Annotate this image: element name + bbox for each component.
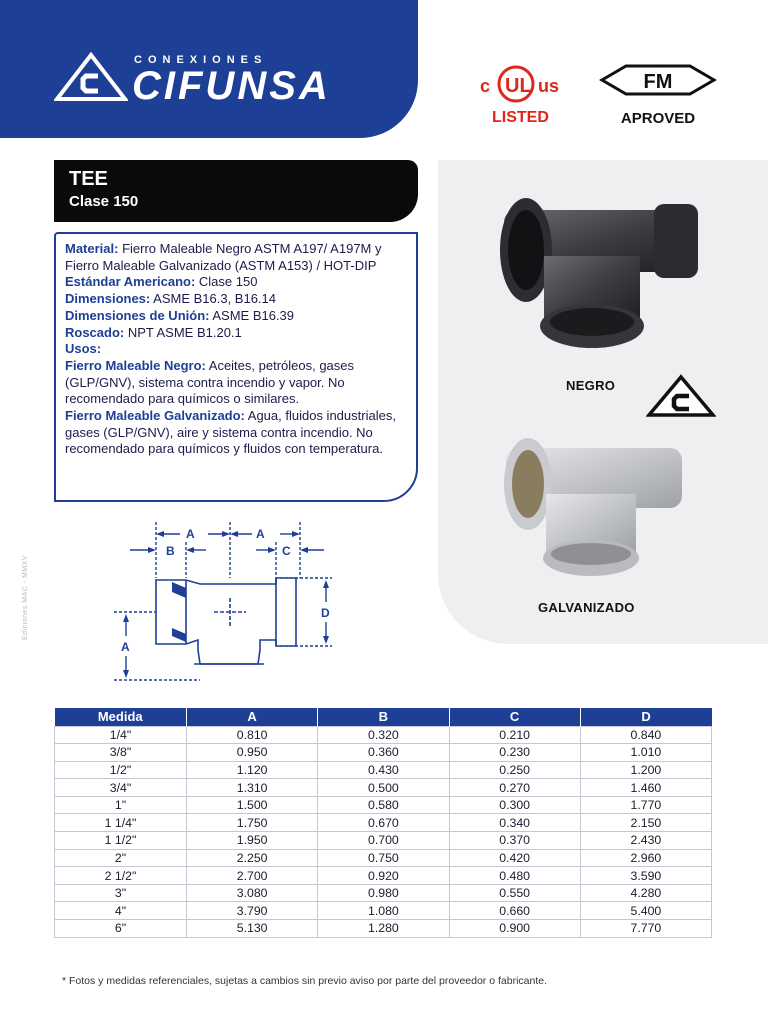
cell-a: 1.310 bbox=[187, 779, 318, 797]
cell-a: 1.950 bbox=[187, 832, 318, 850]
cell-b: 0.580 bbox=[318, 796, 449, 814]
dim-label-a-left: A bbox=[186, 527, 195, 541]
cell-b: 0.430 bbox=[318, 761, 449, 779]
table-header-row bbox=[55, 708, 712, 726]
cell-d: 2.430 bbox=[580, 832, 711, 850]
tee-dimension-diagram bbox=[110, 518, 350, 698]
table-row bbox=[55, 796, 712, 814]
cell-b: 0.920 bbox=[318, 867, 449, 885]
cell-b: 0.980 bbox=[318, 884, 449, 902]
cell-a: 5.130 bbox=[187, 920, 318, 938]
table-row bbox=[55, 920, 712, 938]
cell-a: 1.750 bbox=[187, 814, 318, 832]
cell-medida: 6" bbox=[55, 920, 187, 938]
header-band bbox=[0, 0, 418, 138]
cell-b: 0.500 bbox=[318, 779, 449, 797]
cell-medida: 1 1/2" bbox=[55, 832, 187, 850]
cell-c: 0.550 bbox=[449, 884, 580, 902]
cell-c: 0.270 bbox=[449, 779, 580, 797]
dim-label-a-vertical: A bbox=[121, 640, 130, 654]
cell-d: 5.400 bbox=[580, 902, 711, 920]
table-row bbox=[55, 884, 712, 902]
spec-thread: Roscado: NPT ASME B1.20.1 bbox=[65, 324, 242, 340]
cell-medida: 4" bbox=[55, 902, 187, 920]
header-c: C bbox=[449, 708, 580, 726]
table-row bbox=[55, 779, 712, 797]
header-a: A bbox=[187, 708, 318, 726]
cell-medida: 1" bbox=[55, 796, 187, 814]
footnote: * Fotos y medidas referenciales, sujetas a cambios sin previo aviso por parte del proveedor o fabricante. bbox=[62, 975, 547, 987]
triangle-c-small-logo-icon bbox=[646, 374, 716, 418]
fm-text: FM bbox=[643, 71, 673, 93]
cell-d: 7.770 bbox=[580, 920, 711, 938]
table-row bbox=[55, 867, 712, 885]
cell-b: 1.080 bbox=[318, 902, 449, 920]
cell-b: 1.280 bbox=[318, 920, 449, 938]
header-d: D bbox=[580, 708, 711, 726]
brand-subtitle: CONEXIONES bbox=[134, 54, 268, 66]
cell-c: 0.250 bbox=[449, 761, 580, 779]
spec-black-uses: Fierro Maleable Negro: Aceites, petróleos, gases (GLP/GNV), sistema contra incendio y vapor. No recomendado para químicos o similares. bbox=[65, 357, 355, 407]
spec-standard: Estándar Americano: Clase 150 bbox=[65, 274, 258, 290]
cell-d: 1.770 bbox=[580, 796, 711, 814]
cell-c: 0.230 bbox=[449, 744, 580, 762]
product-title-band bbox=[54, 160, 418, 222]
header-medida: Medida bbox=[55, 708, 187, 726]
cell-b: 0.670 bbox=[318, 814, 449, 832]
cell-c: 0.300 bbox=[449, 796, 580, 814]
cell-a: 2.700 bbox=[187, 867, 318, 885]
brand-name: CIFUNSA bbox=[132, 64, 331, 108]
cell-a: 3.080 bbox=[187, 884, 318, 902]
spec-material: Material: Fierro Maleable Negro ASTM A197/ A197M y Fierro Maleable Galvanizado (ASTM A153) / HOT-DIP bbox=[65, 241, 382, 273]
cell-c: 0.660 bbox=[449, 902, 580, 920]
spec-union: Dimensiones de Unión: ASME B16.39 bbox=[65, 307, 295, 323]
dim-label-d: D bbox=[321, 606, 330, 620]
dim-label-a-right: A bbox=[256, 527, 265, 541]
cell-d: 3.590 bbox=[580, 867, 711, 885]
cell-medida: 1/4" bbox=[55, 726, 187, 744]
cell-b: 0.320 bbox=[318, 726, 449, 744]
fm-aproved-text: APROVED bbox=[620, 110, 696, 127]
spec-galv-uses: Fierro Maleable Galvanizado: Agua, fluidos industriales, gases (GLP/GNV), aire y sistema contra incendio. No recomendado para químicos y fluidos con temperatura. bbox=[65, 408, 396, 457]
table-row bbox=[55, 761, 712, 779]
cell-medida: 3" bbox=[55, 884, 187, 902]
cell-c: 0.420 bbox=[449, 849, 580, 867]
cell-medida: 1 1/4" bbox=[55, 814, 187, 832]
cell-b: 0.360 bbox=[318, 744, 449, 762]
cell-a: 3.790 bbox=[187, 902, 318, 920]
cell-medida: 2 1/2" bbox=[55, 867, 187, 885]
ul-listed-text: LISTED bbox=[492, 109, 549, 126]
dim-label-c: C bbox=[282, 544, 291, 558]
cell-a: 2.250 bbox=[187, 849, 318, 867]
ul-listed-mark bbox=[478, 62, 568, 128]
product-subtitle: Clase 150 bbox=[69, 193, 139, 210]
cell-medida: 3/8" bbox=[55, 744, 187, 762]
table-row bbox=[55, 726, 712, 744]
cell-a: 1.120 bbox=[187, 761, 318, 779]
black-tee-photo bbox=[494, 196, 704, 356]
cell-c: 0.480 bbox=[449, 867, 580, 885]
cell-d: 0.840 bbox=[580, 726, 711, 744]
table-row bbox=[55, 832, 712, 850]
product-title: TEE bbox=[69, 168, 108, 190]
cell-b: 0.750 bbox=[318, 849, 449, 867]
spec-dimensions: Dimensiones: ASME B16.3, B16.14 bbox=[65, 291, 276, 307]
fm-approved-mark bbox=[598, 62, 718, 128]
table-row bbox=[55, 744, 712, 762]
cell-c: 0.900 bbox=[449, 920, 580, 938]
cell-medida: 2" bbox=[55, 849, 187, 867]
cell-medida: 1/2" bbox=[55, 761, 187, 779]
dim-label-b: B bbox=[166, 544, 175, 558]
cell-c: 0.370 bbox=[449, 832, 580, 850]
cell-a: 1.500 bbox=[187, 796, 318, 814]
cell-a: 0.950 bbox=[187, 744, 318, 762]
cell-d: 1.200 bbox=[580, 761, 711, 779]
ul-c-text: c bbox=[480, 76, 491, 96]
specifications-box bbox=[54, 232, 418, 502]
cell-medida: 3/4" bbox=[55, 779, 187, 797]
cell-d: 2.960 bbox=[580, 849, 711, 867]
cell-d: 1.010 bbox=[580, 744, 711, 762]
ul-us-text: us bbox=[538, 76, 560, 96]
ul-text: UL bbox=[505, 75, 532, 97]
galvanized-tee-photo bbox=[496, 434, 692, 580]
dimensions-table bbox=[54, 708, 712, 938]
black-label: NEGRO bbox=[566, 378, 616, 393]
table-row bbox=[55, 849, 712, 867]
cell-b: 0.700 bbox=[318, 832, 449, 850]
spec-uses: Usos: bbox=[65, 341, 102, 357]
header-b: B bbox=[318, 708, 449, 726]
cell-a: 0.810 bbox=[187, 726, 318, 744]
cell-c: 0.340 bbox=[449, 814, 580, 832]
table-row bbox=[55, 902, 712, 920]
cell-c: 0.210 bbox=[449, 726, 580, 744]
cell-d: 4.280 bbox=[580, 884, 711, 902]
triangle-c-logo-icon bbox=[54, 52, 128, 102]
galvanized-label: GALVANIZADO bbox=[538, 600, 635, 615]
cell-d: 1.460 bbox=[580, 779, 711, 797]
table-row bbox=[55, 814, 712, 832]
edition-credit: Ediciones MAC - MMXV bbox=[22, 554, 29, 640]
cell-d: 2.150 bbox=[580, 814, 711, 832]
